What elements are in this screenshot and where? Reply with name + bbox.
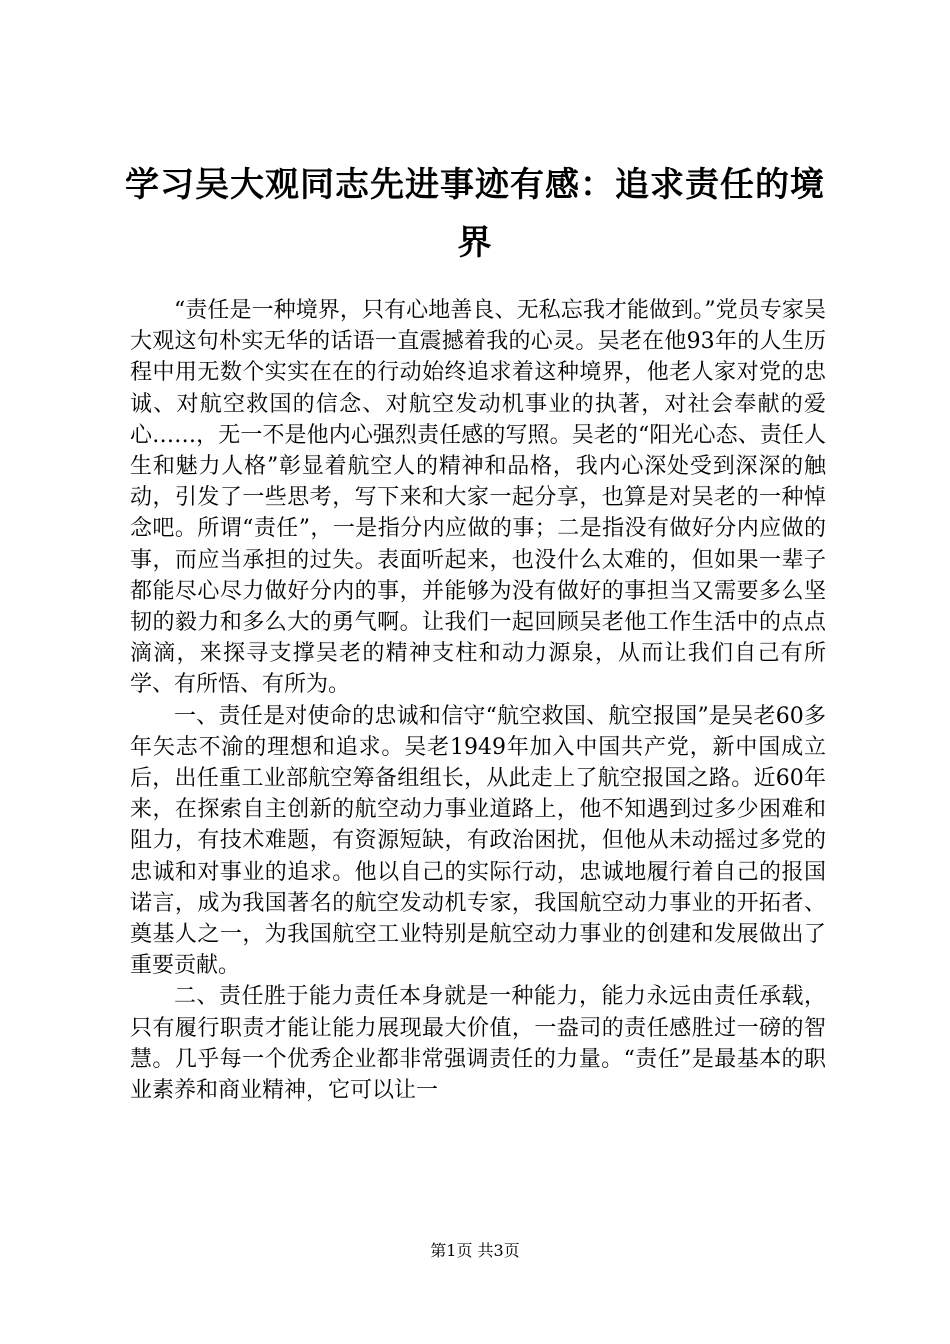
paragraph-section-two: 二、责任胜于能力责任本身就是一种能力，能力永远由责任承载，只有履行职责才能让能力展现最大价值，一盎司的责任感胜过一磅的智慧。几乎每一个优秀企业都非常强调责任的力量。“责任”是最基本的职业素养和商业精神，它可以让一 [130, 984, 826, 1104]
document-title: 学习吴大观同志先进事迹有感：追求责任的境界 [125, 165, 825, 263]
page-number-footer: 第1页 共3页 [430, 1241, 520, 1260]
paragraph-section-one: 一、责任是对使命的忠诚和信守“航空救国、航空报国”是吴老60多年矢志不渝的理想和追求。吴老1949年加入中国共产党，新中国成立后，出任重工业部航空筹备组组长，从此走上了航空报国之路。近60年来，在探索自主创新的航空动力事业道路上，他不知遇到过多少困难和阻力，有技术难题，有资源短缺，有政治困扰，但他从未动摇过多党的忠诚和对事业的追求。他以自己的实际行动，忠诚地履行着自己的报国诺言，成为我国著名的航空发动机专家，我国航空动力事业的开拓者、奠基人之一，为我国航空工业特别是航空动力事业的创建和发展做出了重要贡献。 [130, 703, 826, 979]
paragraph-intro: “责任是一种境界，只有心地善良、无私忘我才能做到。”党员专家吴大观这句朴实无华的话语一直震撼着我的心灵。吴老在他93年的人生历程中用无数个实实在在的行动始终追求着这种境界，他老人家对党的忠诚、对航空救国的信念、对航空发动机事业的执著，对社会奉献的爱心……，无一不是他内心强烈责任感的写照。吴老的“阳光心态、责任人生和魅力人格”彰显着航空人的精神和品格，我内心深处受到深深的触动，引发了一些思考，写下来和大家一起分享，也算是对吴老的一种悼念吧。所谓“责任”，一是指分内应做的事；二是指没有做好分内应做的事，而应当承担的过失。表面听起来，也没什么太难的，但如果一辈子都能尽心尽力做好分内的事，并能够为没有做好的事担当又需要多么坚韧的毅力和多么大的勇气啊。让我们一起回顾吴老他工作生活中的点点滴滴，来探寻支撑吴老的精神支柱和动力源泉，从而让我们自己有所学、有所悟、有所为。 [130, 298, 826, 698]
document-body [130, 295, 826, 1106]
